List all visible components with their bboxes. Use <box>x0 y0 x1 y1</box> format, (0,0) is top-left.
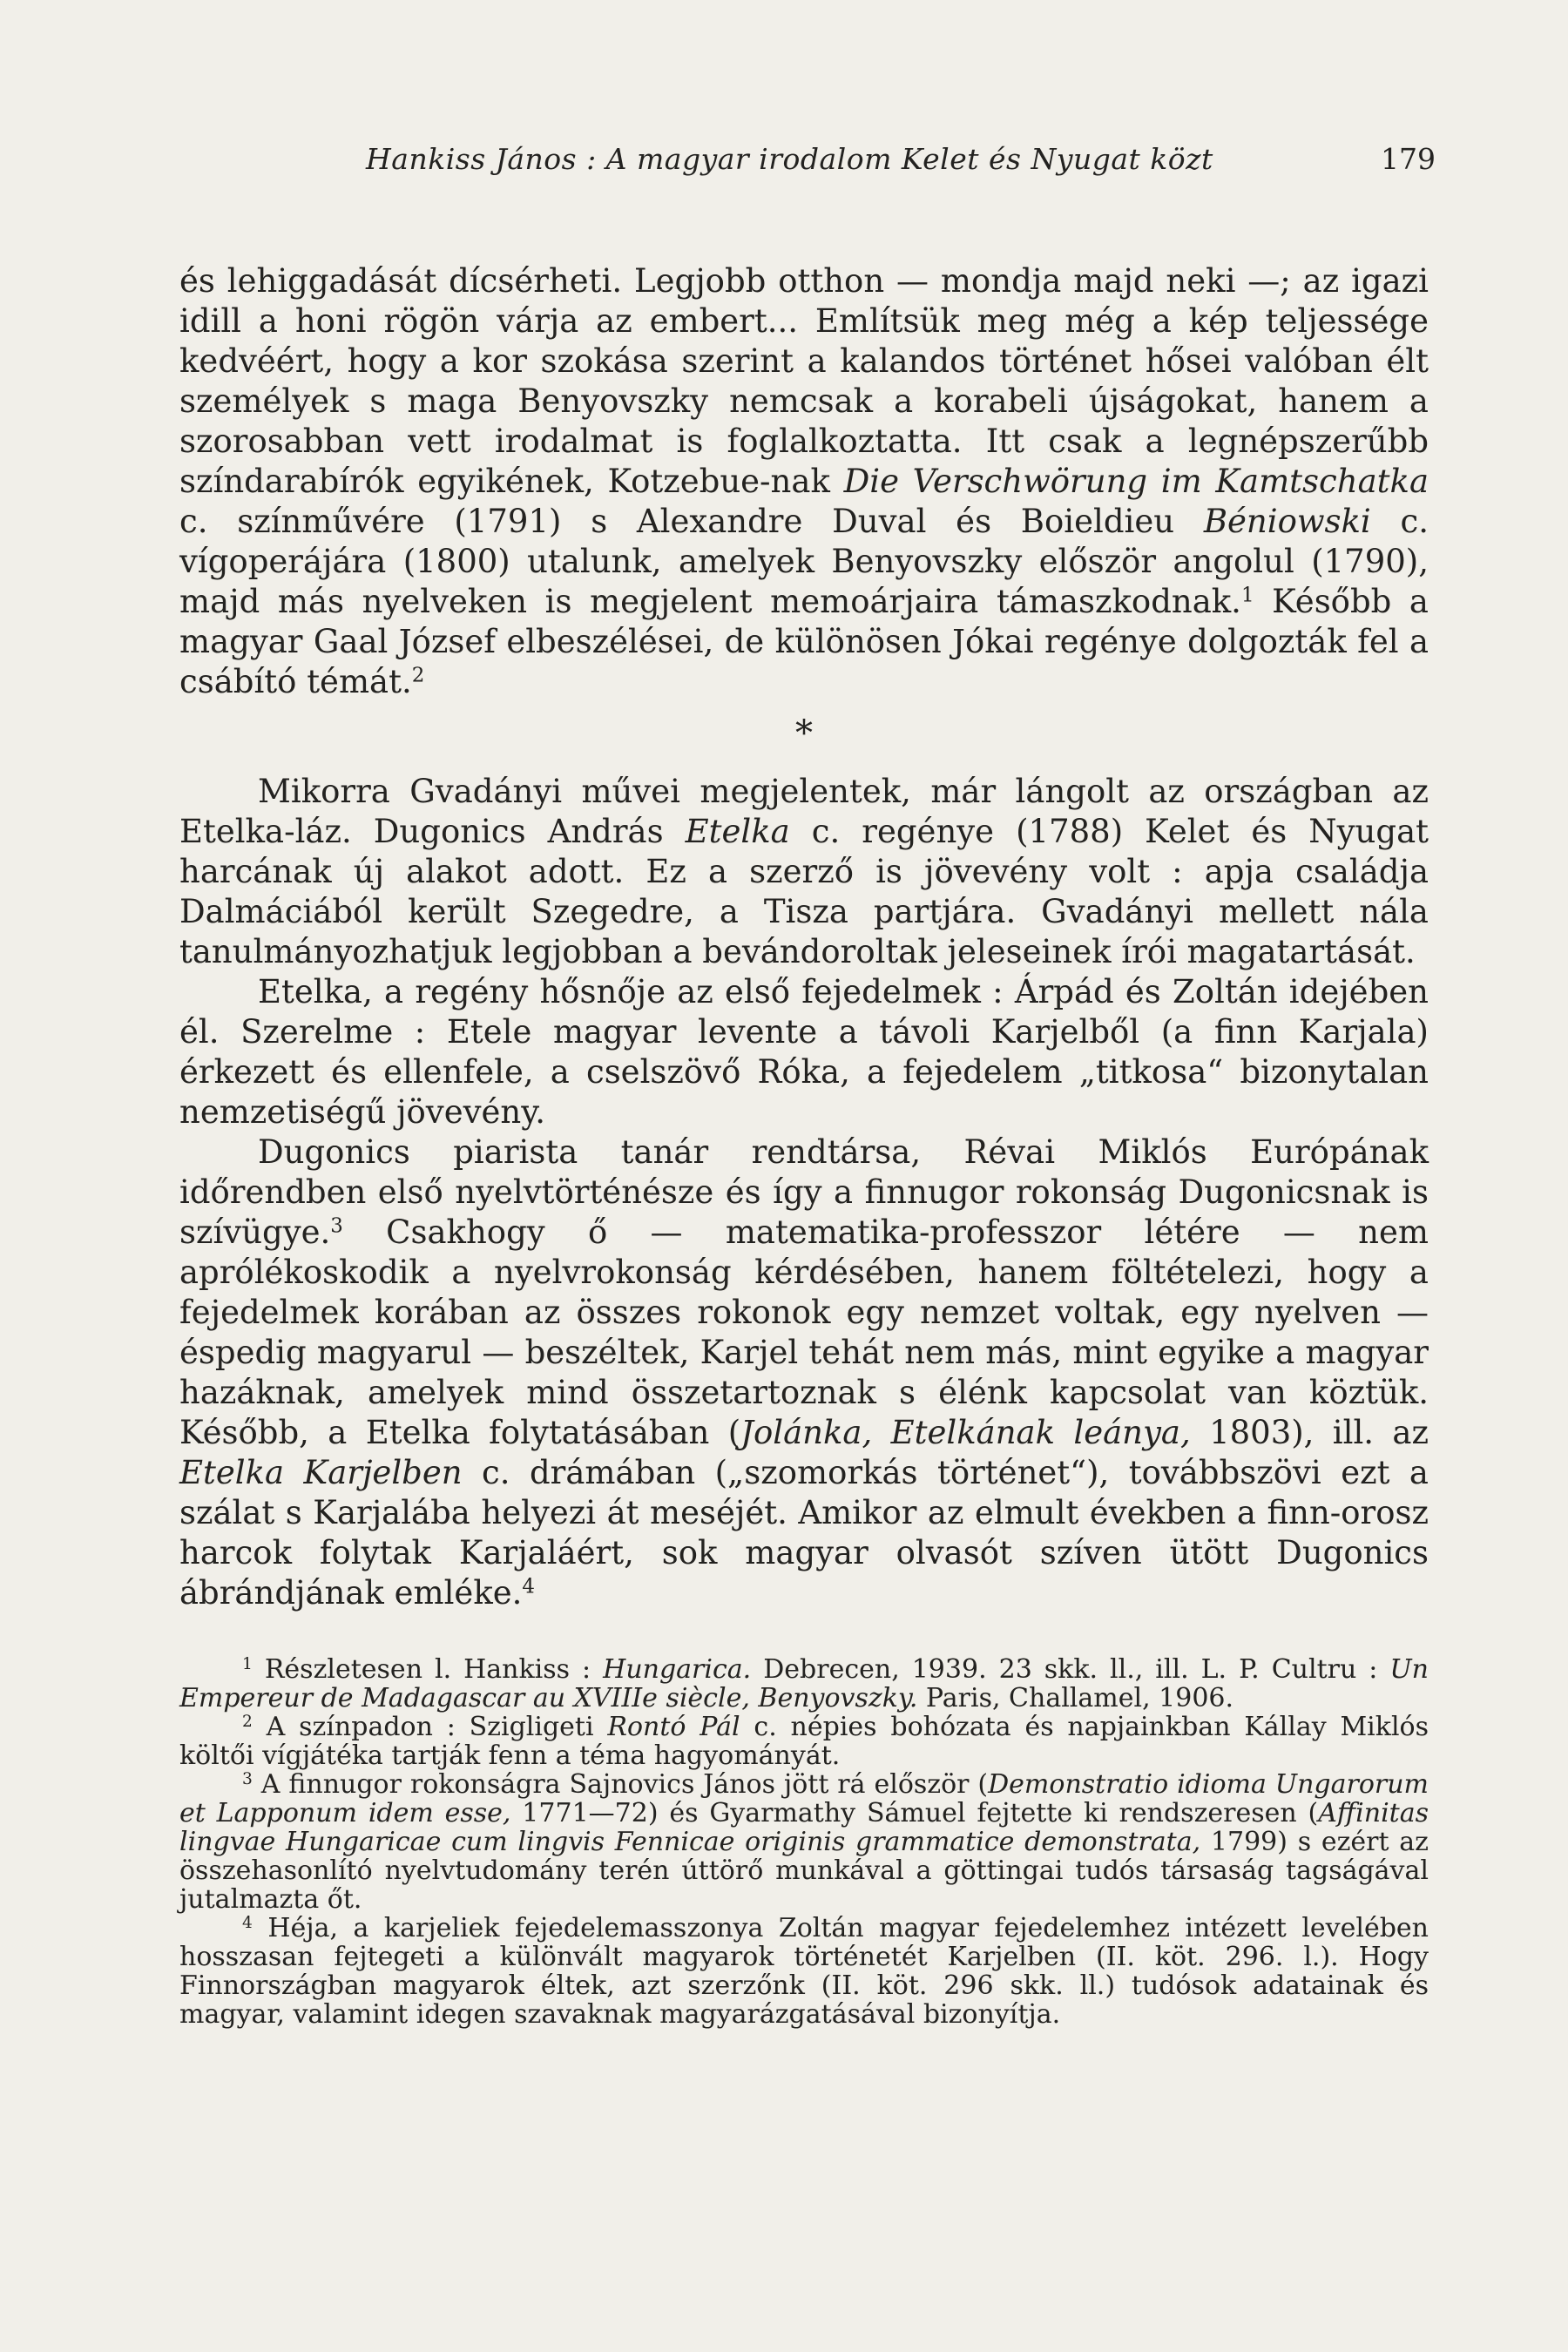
footnote-3 <box>179 1770 1429 1914</box>
italic-title: Béniowski <box>1203 503 1371 540</box>
footnote-number: 4 <box>242 1913 253 1932</box>
footnote-number: 3 <box>242 1769 253 1788</box>
footnote-ref-4: 4 <box>522 1575 535 1598</box>
paragraph-3 <box>179 972 1429 1132</box>
text-run: c. színművére (1791) s Alexandre Duval és Boieldieu <box>179 503 1204 540</box>
italic-title: Hungarica. <box>603 1654 752 1685</box>
footnote-2 <box>179 1713 1429 1770</box>
footnote-number: 1 <box>242 1654 253 1673</box>
italic-title: Affinitas lingvae Hungaricae cum lingvis Fennicae originis grammatice demonstrata, <box>179 1798 1429 1857</box>
footnote-number: 2 <box>242 1712 253 1731</box>
paragraph-1 <box>179 261 1429 702</box>
body-text <box>179 261 1429 1613</box>
footnotes <box>179 1655 1429 2029</box>
footnote-4 <box>179 1914 1429 2029</box>
text-run: és lehiggadását dícsérheti. Legjobb otthon — mondja majd neki —; az igazi idill a honi rögön várja az embert... Említsük meg még a kép teljessége kedvéért, hogy a kor szokása szerint a kalandos történet hősei valóban élt személyek s maga Benyovszky nemcsak a korabeli újságokat, hanem a szorosabban vett irodalmat is foglalkoztatta. Itt csak a legnépszerűbb színdarabírók egyikének, Kotzebue-nak <box>179 262 1429 500</box>
paragraph-4 <box>179 1132 1429 1613</box>
text-run: 1799) s ezért az összehasonlító nyelvtudomány terén úttörő munkával a göttingai tudós társaság tagságával jutalmazta őt. <box>179 1827 1429 1915</box>
footnote-1 <box>179 1655 1429 1713</box>
italic-title: Etelka <box>685 813 790 850</box>
italic-title: Die Verschwörung im Kamtschatka <box>843 463 1429 500</box>
footnote-ref-3: 3 <box>330 1214 343 1238</box>
text-run: Csakhogy ő — matematika-professzor létére — nem aprólékoskodik a nyelvrokonság kérdésében, hanem föltételezi, hogy a fejedelmek korában az összes rokonok egy nemzet voltak, egy nyelven — éspedig magyarul — beszéltek, Karjel tehát nem más, mint egyike a magyar hazáknak, amelyek mind összetartoznak s élénk kapcsolat van köztük. Később, a Etelka folytatásában ( <box>179 1213 1429 1451</box>
text-run: Mikorra Gvadányi művei megjelentek, már lángolt az országban az Etelka-láz. Dugonics András <box>179 773 1429 850</box>
text-run: A színpadon : Szigligeti <box>252 1712 608 1742</box>
section-divider-asterisk: * <box>795 713 813 754</box>
text-run: c. drámában („szomorkás történet“), továbbszövi ezt a szálat s Karjalába helyezi át meséjét. Amikor az elmult években a finn-orosz harcok folytak Karjaláért, sok magyar olvasót szíven ütött Dugonics ábrándjának emléke. <box>179 1454 1429 1612</box>
text-run: Debrecen, 1939. 23 skk. ll., ill. L. P. Cultru : <box>751 1654 1390 1685</box>
italic-title: Rontó Pál <box>607 1712 740 1742</box>
text-run: Héja, a karjeliek fejedelemasszonya Zoltán magyar fejedelemhez intézett levelében hosszasan fejtegeti a különvált magyarok történetét Karjelben (II. köt. 296. l.). Hogy Finnországban magyarok éltek, azt szerzőnk (II. köt. 296 skk. ll.) tudósok adatainak és magyar, valamint idegen szavaknak magyarázgatásával bizonyítja. <box>179 1913 1429 2030</box>
footnote-ref-1: 1 <box>1240 584 1254 607</box>
running-header-title: Hankiss János : A magyar irodalom Kelet és Nyugat közt <box>366 142 1213 176</box>
text-run: Paris, Challamel, 1906. <box>917 1683 1234 1713</box>
paragraph-2 <box>179 772 1429 972</box>
italic-title: Etelka Karjelben <box>179 1454 463 1491</box>
footnote-ref-2: 2 <box>411 664 425 687</box>
text-run: c. regénye (1788) Kelet és Nyugat harcának új alakot adott. Ez a szerző is jövevény volt : apja családja Dalmáciából került Szegedre, a Tisza partjára. Gvadányi mellett nála tanulmányozhatjuk legjobban a bevándoroltak jeleseinek írói magatartását. <box>179 813 1429 970</box>
italic-title: Jolánka, Etelkának leánya, <box>740 1414 1191 1451</box>
page-number: 179 <box>1381 142 1436 176</box>
italic-title: Un Empereur de Madagascar au XVIIIe siècle, Benyovszky. <box>179 1654 1429 1713</box>
text-run: A finnugor rokonságra Sajnovics János jött rá először ( <box>252 1769 989 1800</box>
running-header <box>366 142 1436 186</box>
text-run: c. népies bohózata és napjainkban Kállay Miklós költői vígjátéka tartják fenn a téma hagyományát. <box>179 1712 1429 1771</box>
italic-title: Demonstratio idioma Ungarorum et Lapponum idem esse, <box>179 1769 1429 1828</box>
text-run: Dugonics piarista tanár rendtársa, Révai Miklós Európának időrendben első nyelvtörténésze és így a finnugor rokonság Dugonicsnak is szívügye. <box>179 1133 1429 1251</box>
text-run: 1771—72) és Gyarmathy Sámuel fejtette ki rendszeresen ( <box>510 1798 1319 1828</box>
text-run: 1803), ill. az <box>1190 1414 1429 1451</box>
text-run: Később a magyar Gaal József elbeszélései, de különösen Jókai regénye dolgozták fel a csábító témát. <box>179 583 1429 700</box>
text-run: Részletesen l. Hankiss : <box>252 1654 604 1685</box>
text-run: c. vígoperájára (1800) utalunk, amelyek Benyovszky először angolul (1790), majd más nyelveken is megjelent memoárjaira támaszkodnak. <box>179 503 1429 620</box>
text-run: Etelka, a regény hősnője az első fejedelmek : Árpád és Zoltán idejében él. Szerelme : Etele magyar levente a távoli Karjelből (a finn Karjala) érkezett és ellenfele, a cselszövő Róka, a fejedelem „titkosa“ bizonytalan nemzetiségű jövevény. <box>179 973 1429 1131</box>
